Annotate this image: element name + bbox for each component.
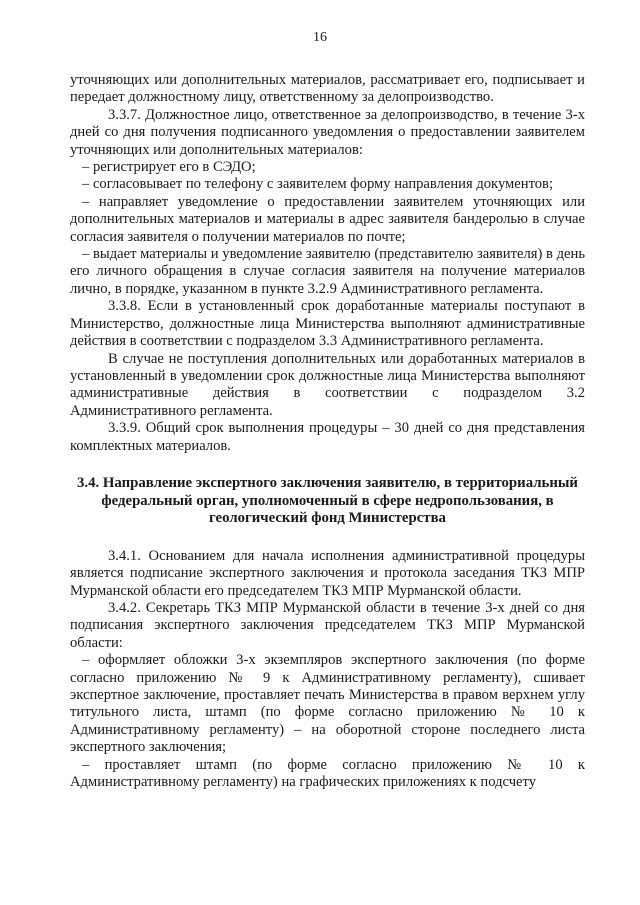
paragraph: 3.3.9. Общий срок выполнения процедуры – 30 дней со дня представления комплектных материалов.	[70, 420, 585, 454]
paragraph: 3.4.1. Основанием для начала исполнения административной процедуры является подписание экспертного заключения и протокола заседания ТКЗ МПР Мурманской области его председателем ТКЗ МПР Мурманской области.	[70, 547, 585, 599]
page-number: 16	[313, 30, 327, 45]
paragraph: В случае не поступления дополнительных или доработанных материалов в установленный в уведомлении срок должностные лица Министерства выполняют административные действия в соответствии с подразделом 3.2 Административного регламента.	[70, 350, 585, 419]
paragraph: 3.3.8. Если в установленный срок доработанные материалы поступают в Министерство, должностные лица Министерства выполняют административные действия в соответствии с подразделом 3.3 Административного регламента.	[70, 298, 585, 350]
section-3-3-text	[70, 72, 585, 455]
paragraph: – регистрирует его в СЭДО;	[82, 159, 256, 176]
paragraph: – оформляет обложки 3-х экземпляров экспертного заключения (по форме согласно приложению № 9 к Административному регламенту), сшивает экспертное заключение, проставляет печать Министерства в правом верхнем углу титульного листа, штамп (по форме согласно приложению № 10 к Административному регламенту) – на оборотной стороне последнего листа экспертного заключения;	[70, 652, 585, 756]
document-body	[70, 72, 585, 791]
paragraph: – направляет уведомление о предоставлении заявителем уточняющих или дополнительных материалов и материалы в адрес заявителя бандеролью в случае согласия заявителя о получении материалов по почте;	[70, 193, 585, 245]
section-3-4-text	[70, 548, 585, 792]
paragraph: – согласовывает по телефону с заявителем форму направления документов;	[82, 176, 553, 193]
section-heading: 3.4. Направление экспертного заключения заявителю, в территориальный федеральный орган, уполномоченный в сфере недропользования, в геологический фонд Министерства	[77, 474, 578, 527]
paragraph: 3.4.2. Секретарь ТКЗ МПР Мурманской области в течение 3-х дней со дня подписания экспертного заключения председателем ТКЗ МПР Мурманской области:	[70, 599, 585, 651]
paragraph: уточняющих или дополнительных материалов, рассматривает его, подписывает и передает должностному лицу, ответственному за делопроизводство.	[70, 72, 585, 106]
paragraph: – проставляет штамп (по форме согласно приложению № 10 к Административному регламенту) на графических приложениях к подсчету	[70, 756, 585, 790]
paragraph: – выдает материалы и уведомление заявителю (представителю заявителя) в день его личного обращения в случае согласия заявителя на получение материалов лично, в порядке, указанном в пункте 3.2.9 Административного регламента.	[70, 246, 585, 297]
paragraph: 3.3.7. Должностное лицо, ответственное за делопроизводство, в течение 3-х дней со дня получения подписанного уведомления о предоставлении заявителем уточняющих или дополнительных материалов:	[70, 106, 585, 158]
